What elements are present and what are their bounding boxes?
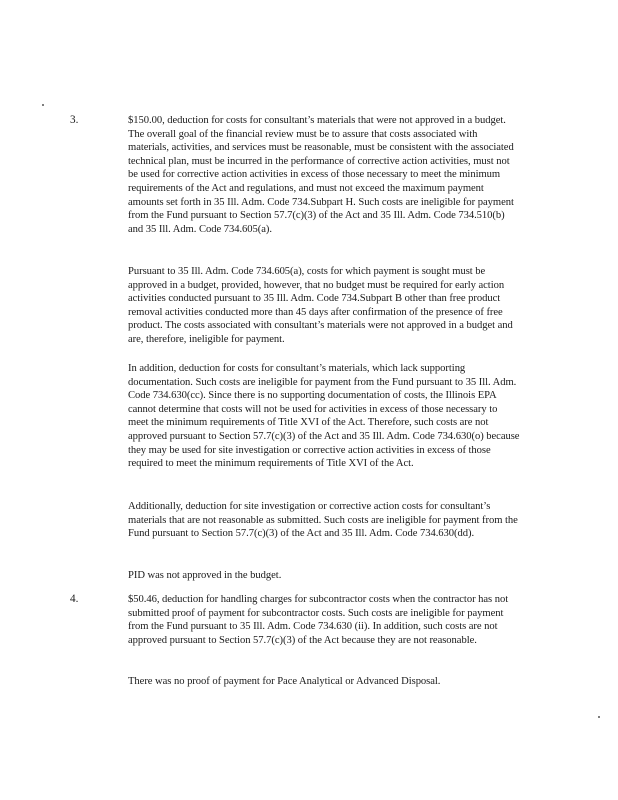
scan-speck [42,104,44,106]
paragraph: PID was not approved in the budget. [128,570,282,581]
paragraph: There was no proof of payment for Pace Analytical or Advanced Disposal. [128,676,441,687]
scan-speck [598,716,600,718]
item-number: 4. [70,593,79,605]
paragraph: $150.00, deduction for costs for consultant’s materials that were not approved in a budget. The overall goal of the financial review must be to assure that costs associated with materials, activities, and services must be reasonable, must be consistent with the associated technical plan, must be incurred in the performance of corrective action activities, must not be used for corrective action activities in excess of those necessary to meet the minimum requirements of the Act and regulations, and must not exceed the maximum payment amounts set forth in 35 Ill. Adm. Code 734.Subpart H. Such costs are ineligible for payment from the Fund pursuant to Section 57.7(c)(3) of the Act and 35 Ill. Adm. Code 734.510(b) and 35 Ill. Adm. Code 734.605(a). [128,115,514,235]
paragraph: Pursuant to 35 Ill. Adm. Code 734.605(a), costs for which payment is sought must be approved in a budget, provided, however, that no budget must be required for early action activities conducted pursuant to 35 Ill. Adm. Code 734.Subpart B other than free product removal activities conducted more than 45 days after confirmation of the presence of free product. The costs associated with consultant’s materials were not approved in a budget and are, therefore, ineligible for payment. [128,266,513,345]
paragraph: $50.46, deduction for handling charges for subcontractor costs when the contractor has not submitted proof of payment for subcontractor costs. Such costs are ineligible for payment from the Fund pursuant to 35 Ill. Adm. Code 734.630 (ii). In addition, such costs are not approved pursuant to Section 57.7(c)(3) of the Act because they are not reasonable. [128,594,509,646]
paragraph: Additionally, deduction for site investigation or corrective action costs for consultant’s materials that are not reasonable as submitted. Such costs are ineligible for payment from the Fund pursuant to Section 57.7(c)(3) of the Act and 35 Ill. Adm. Code 734.630(dd). [128,501,518,540]
paragraph: In addition, deduction for costs for consultant’s materials, which lack supporting documentation. Such costs are ineligible for payment from the Fund pursuant to 35 Ill. Adm. Code 734.630(cc). Since there is no supporting documentation of costs, the Illinois EPA cannot determine that costs will not be used for activities in excess of those necessary to meet the minimum requirements of Title XVI of the Act. Therefore, such costs are not approved pursuant to Section 57.7(c)(3) of the Act and 35 Ill. Adm. Code 734.630(o) because they may be used for site investigation or corrective action activities in excess of those required to meet the minimum requirements of Title XVI of the Act. [128,363,520,470]
item-number: 3. [70,114,79,126]
